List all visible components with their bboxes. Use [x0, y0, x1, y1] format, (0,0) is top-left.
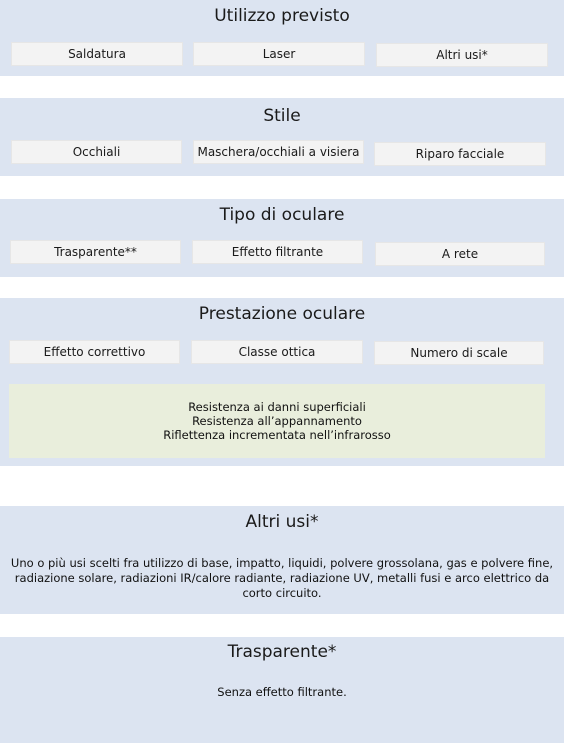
- section-utilizzo-previsto: [0, 0, 564, 76]
- features-panel: [9, 384, 545, 458]
- section-stile: [0, 98, 564, 176]
- option-laser-button[interactable]: Laser: [193, 42, 365, 66]
- option-effetto-filtrante-button[interactable]: Effetto filtrante: [192, 240, 363, 264]
- option-numero-scale-button[interactable]: Numero di scale: [374, 341, 544, 365]
- feature-text: Riflettenza incrementata nell’infrarosso: [163, 428, 391, 442]
- option-riparo-facciale-button[interactable]: Riparo facciale: [374, 142, 546, 166]
- section-tipo-oculare: [0, 199, 564, 277]
- section-title: Trasparente*: [227, 642, 337, 662]
- feature-text: Resistenza all’appannamento: [192, 414, 362, 428]
- section-trasparente: [0, 637, 564, 743]
- section-title: Prestazione oculare: [198, 304, 366, 324]
- section-title: Tipo di oculare: [219, 205, 345, 225]
- section-title: Utilizzo previsto: [214, 6, 350, 26]
- option-saldatura-button[interactable]: Saldatura: [11, 42, 183, 66]
- section-title: Stile: [263, 106, 301, 126]
- option-classe-ottica-button[interactable]: Classe ottica: [191, 340, 363, 364]
- option-a-rete-button[interactable]: A rete: [375, 242, 545, 266]
- description-text: Senza effetto filtrante.: [217, 685, 347, 699]
- option-occhiali-button[interactable]: Occhiali: [11, 140, 182, 164]
- section-title: Altri usi*: [245, 512, 319, 532]
- section-altri-usi: [0, 506, 564, 614]
- option-maschera-button[interactable]: Maschera/occhiali a visiera: [193, 140, 364, 164]
- option-trasparente-button[interactable]: Trasparente**: [10, 240, 181, 264]
- option-altri-usi-button[interactable]: Altri usi*: [376, 43, 548, 67]
- feature-text: Resistenza ai danni superficiali: [188, 400, 366, 414]
- option-effetto-correttivo-button[interactable]: Effetto correttivo: [9, 340, 180, 364]
- description-text: Uno o più usi scelti fra utilizzo di base, impatto, liquidi, polvere grossolana, gas e polvere fine, radiazione solare, radiazioni IR/calore radiante, radiazione UV, metalli fusi e arco elettrico da corto circuito.: [10, 556, 554, 600]
